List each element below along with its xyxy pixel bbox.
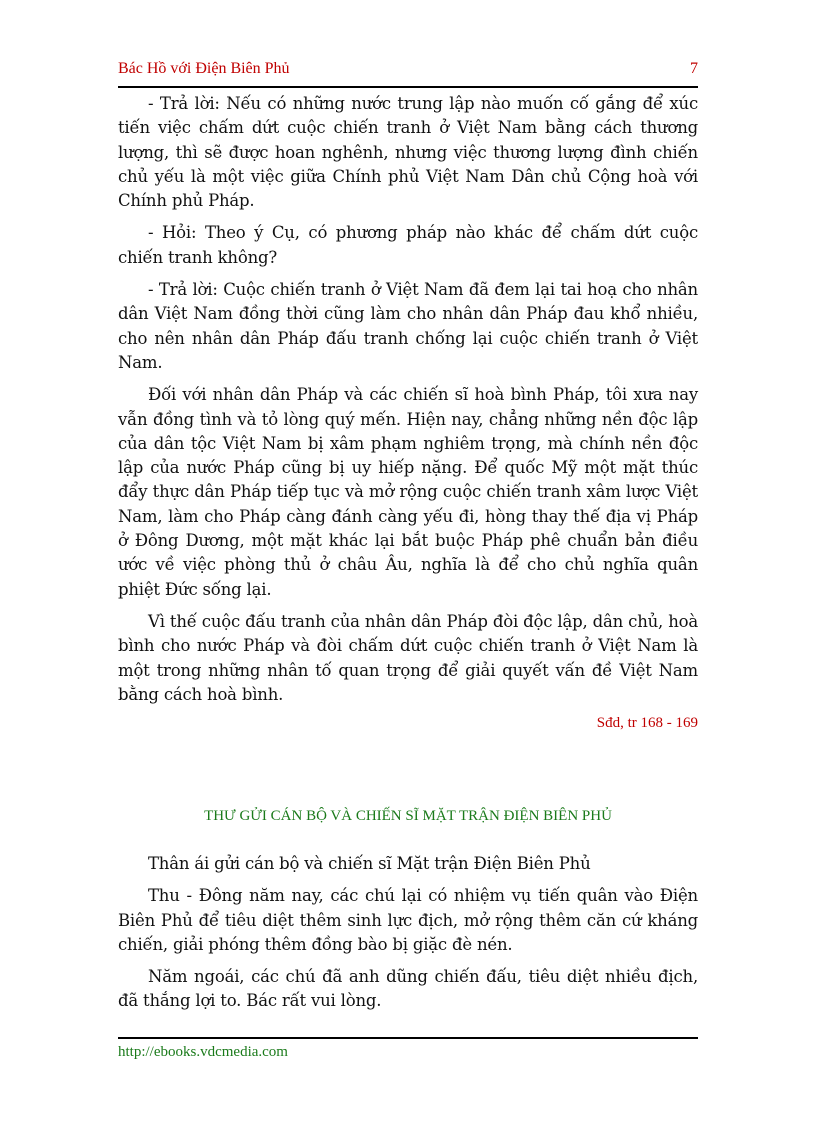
- letter-section: [118, 852, 698, 1022]
- paragraph: - Hỏi: Theo ý Cụ, có phương pháp nào khác để chấm dứt cuộc chiến tranh không?: [118, 223, 698, 267]
- page-header: [118, 60, 698, 82]
- section-title: THƯ GỬI CÁN BỘ VÀ CHIẾN SĨ MẶT TRẬN ĐIỆN BIÊN PHỦ: [204, 808, 612, 824]
- paragraph: Đối với nhân dân Pháp và các chiến sĩ hoà bình Pháp, tôi xưa nay vẫn đồng tình và tỏ lòng quý mến. Hiện nay, chẳng những nền độc lập của dân tộc Việt Nam bị xâm phạm nghiêm trọng, mà chính nền độc lập của nước Pháp cũng bị uy hiếp nặng. Để quốc Mỹ một mặt thúc đẩy thực dân Pháp tiếp tục và mở rộng cuộc chiến tranh xâm lược Việt Nam, làm cho Pháp càng đánh càng yếu đi, hòng thay thế địa vị Pháp ở Đông Dương, một mặt khác lại bắt buộc Pháp phê chuẩn bản điều ước về việc phòng thủ ở châu Âu, nghĩa là để cho chủ nghĩa quân phiệt Đức sống lại.: [118, 385, 698, 599]
- footer-link[interactable]: http://ebooks.vdcmedia.com: [118, 1044, 288, 1060]
- source-citation: Sđd, tr 168 - 169: [596, 715, 698, 732]
- footer-divider: [118, 1037, 698, 1039]
- header-divider: [118, 86, 698, 88]
- paragraph: Năm ngoái, các chú đã anh dũng chiến đấu, tiêu diệt nhiều địch, đã thắng lợi to. Bác rất vui lòng.: [118, 967, 698, 1011]
- paragraph: - Trả lời: Nếu có những nước trung lập nào muốn cố gắng để xúc tiến việc chấm dứt cuộc chiến tranh ở Việt Nam bằng cách thương lượng, thì sẽ được hoan nghênh, nhưng việc thương lượng đình chiến chủ yếu là một việc giữa Chính phủ Việt Nam Dân chủ Cộng hoà với Chính phủ Pháp.: [118, 94, 698, 211]
- paragraph: - Trả lời: Cuộc chiến tranh ở Việt Nam đã đem lại tai hoạ cho nhân dân Việt Nam đồng thời cũng làm cho nhân dân Pháp đau khổ nhiều, cho nên nhân dân Pháp đấu tranh chống lại cuộc chiến tranh ở Việt Nam.: [118, 280, 698, 372]
- book-title: Bác Hồ với Điện Biên Phủ: [118, 60, 290, 77]
- paragraph: Thân ái gửi cán bộ và chiến sĩ Mặt trận Điện Biên Phủ: [148, 854, 591, 873]
- page-number: 7: [690, 60, 698, 77]
- paragraph: Thu - Đông năm nay, các chú lại có nhiệm vụ tiến quân vào Điện Biên Phủ để tiêu diệt thêm sinh lực địch, mở rộng thêm căn cứ kháng chiến, giải phóng thêm đồng bào bị giặc đè nén.: [118, 886, 698, 954]
- interview-section: [118, 92, 698, 739]
- paragraph: Vì thế cuộc đấu tranh của nhân dân Pháp đòi độc lập, dân chủ, hoà bình cho nước Pháp và đòi chấm dứt cuộc chiến tranh ở Việt Nam là một trong những nhân tố quan trọng để giải quyết vấn đề Việt Nam bằng cách hoà bình.: [118, 611, 698, 704]
